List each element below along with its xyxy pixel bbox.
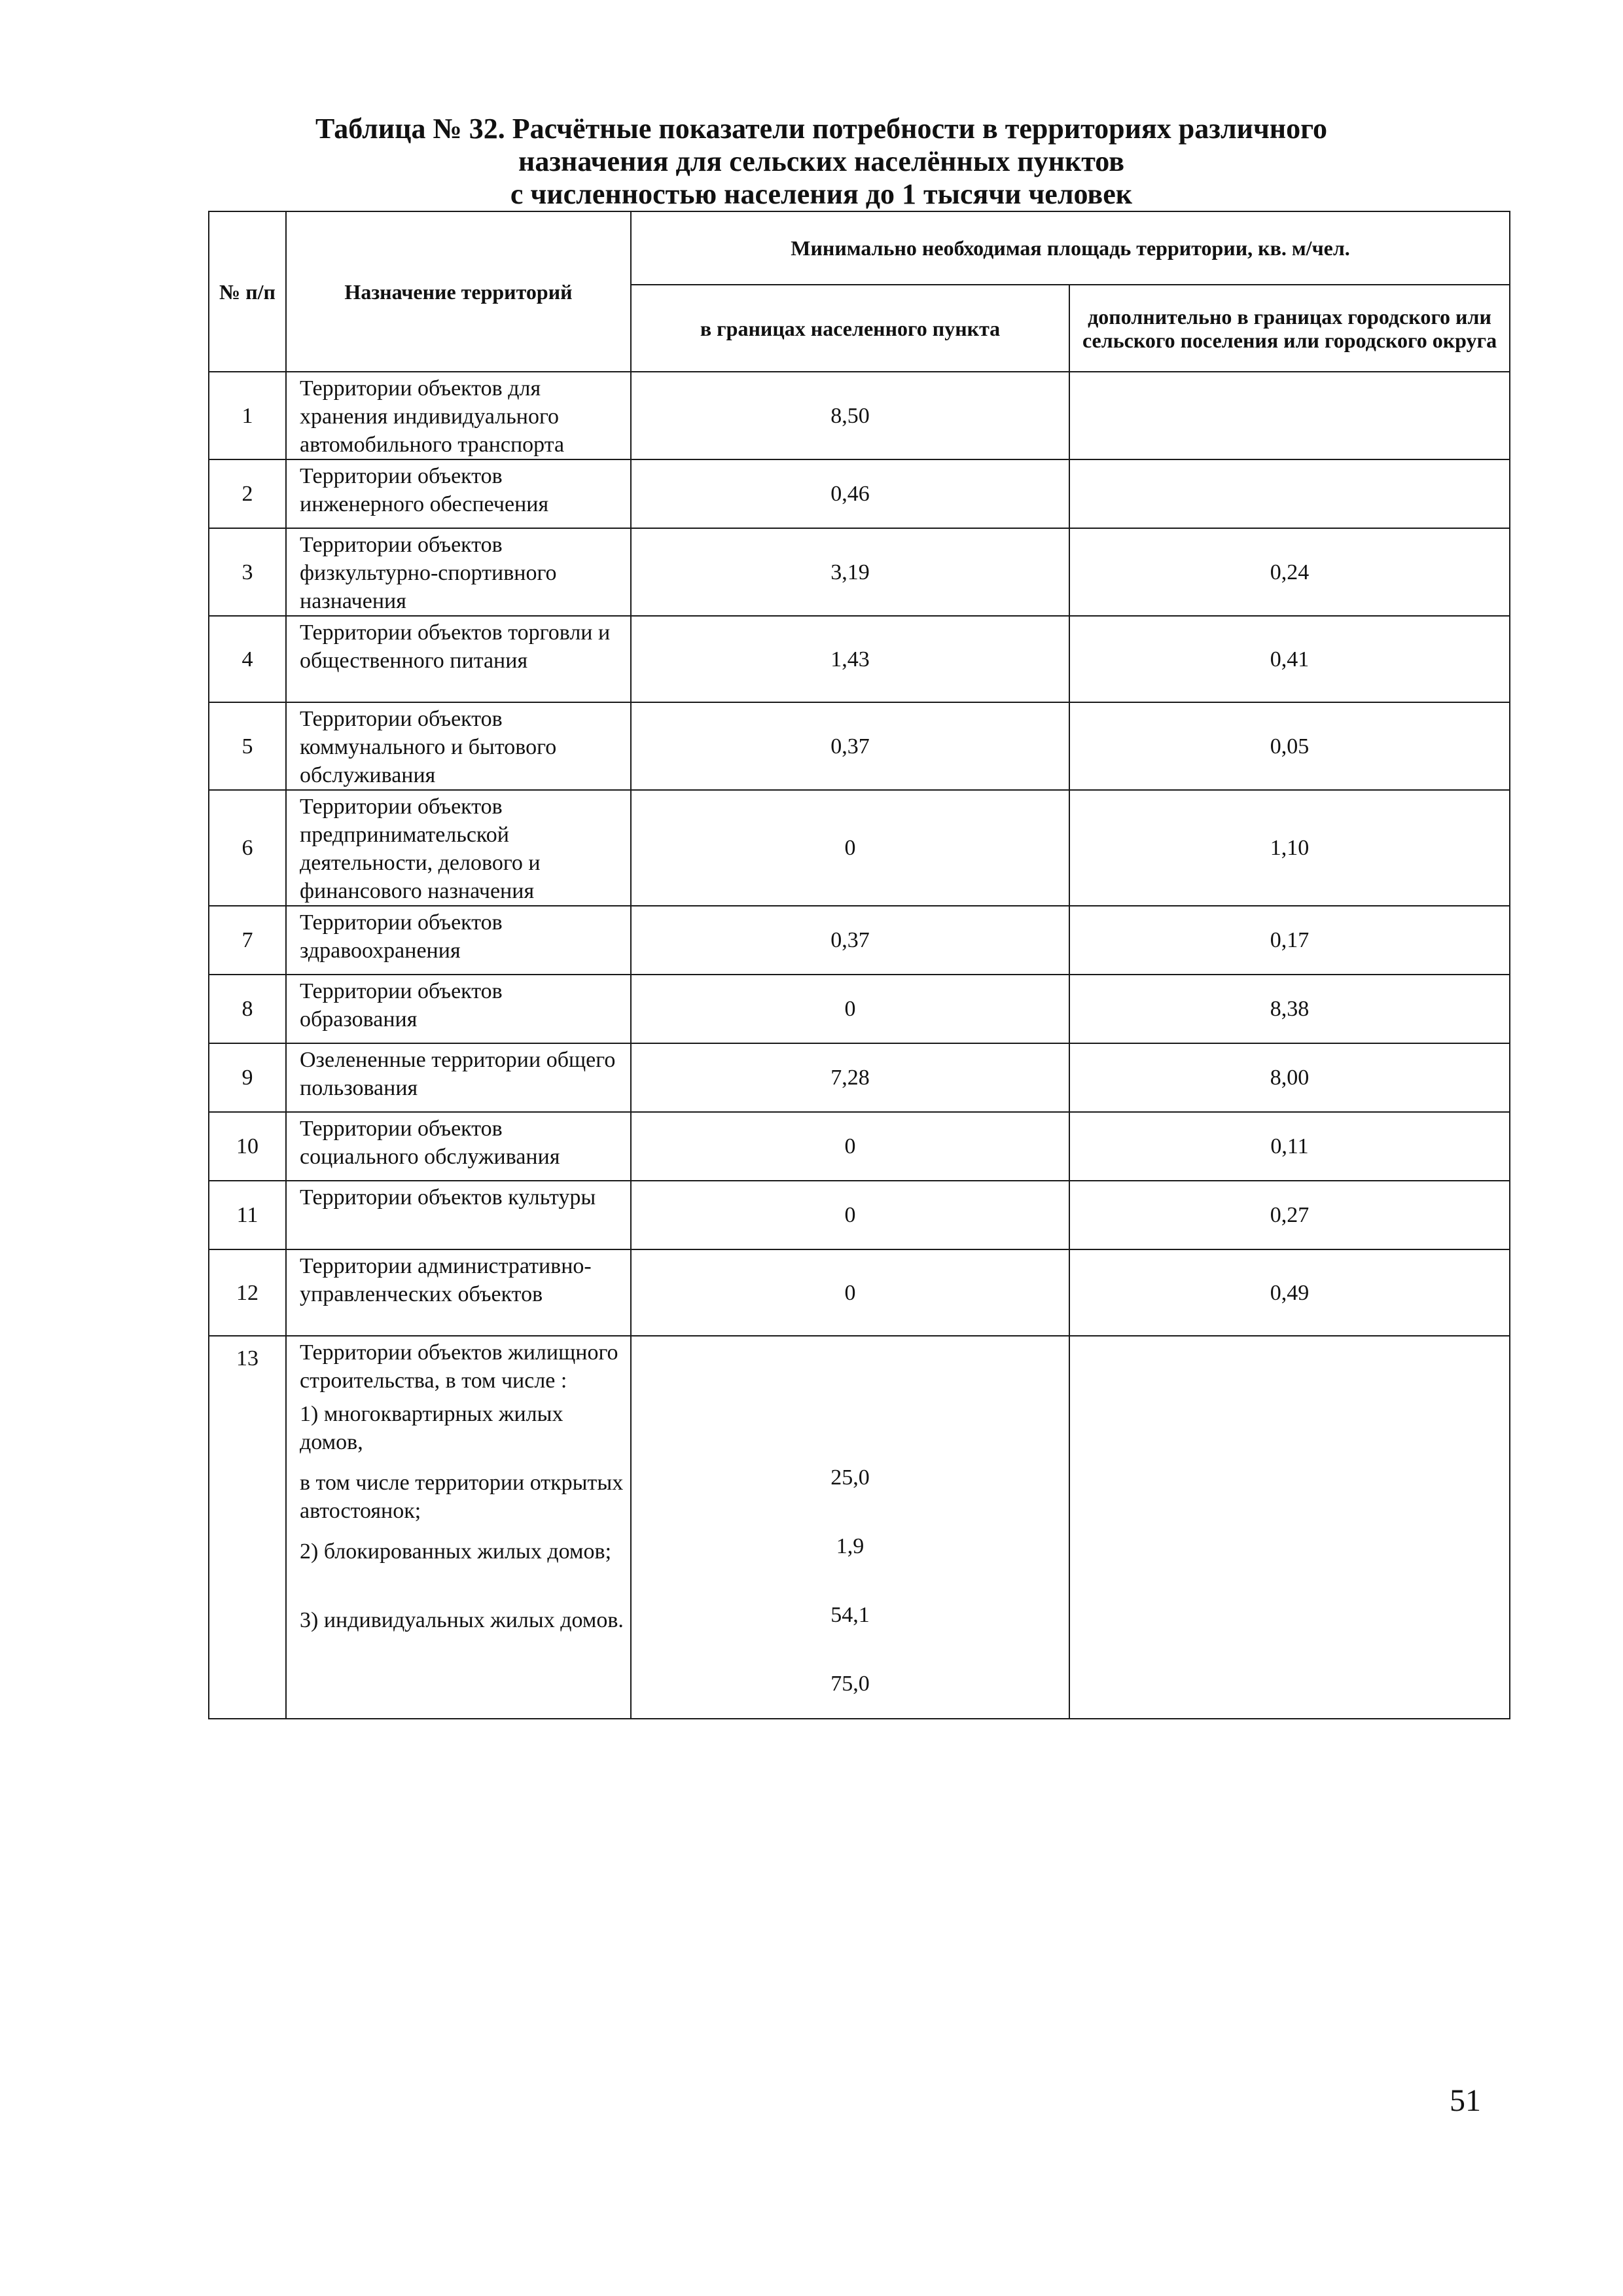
row-number: 12 <box>209 1249 286 1336</box>
territory-name-group <box>286 1336 631 1719</box>
value-additional: 8,00 <box>1069 1043 1510 1112</box>
value-additional: 0,11 <box>1069 1112 1510 1181</box>
title-line-2: назначения для сельских населённых пунктов <box>518 145 1124 177</box>
sub-item-name: 2) блокированных жилых домов; <box>300 1539 612 1564</box>
table-row <box>209 1181 1510 1249</box>
title-line-1: Таблица № 32. Расчётные показатели потребности в территориях различного <box>315 113 1328 145</box>
territory-name: Территории объектов образования <box>286 975 631 1043</box>
sub-item-name: 3) индивидуальных жилых домов. <box>300 1608 624 1632</box>
row-number: 9 <box>209 1043 286 1112</box>
value-additional: 0,24 <box>1069 528 1510 616</box>
values-within-group <box>631 1336 1069 1719</box>
value-within: 0 <box>631 975 1069 1043</box>
row-number: 3 <box>209 528 286 616</box>
table-row <box>209 459 1510 528</box>
value-additional: 0,05 <box>1069 702 1510 790</box>
table-row <box>209 1249 1510 1336</box>
value-additional <box>1069 459 1510 528</box>
row-number: 2 <box>209 459 286 528</box>
value-within: 7,28 <box>631 1043 1069 1112</box>
value-within: 1,43 <box>631 616 1069 702</box>
territory-name: Территории объектов предпринимательской деятельности, делового и финансового назначения <box>286 790 631 906</box>
header-purpose: Назначение территорий <box>286 211 631 372</box>
value-within: 0,46 <box>631 459 1069 528</box>
value-within: 3,19 <box>631 528 1069 616</box>
page-number: 51 <box>1450 2083 1481 2118</box>
table-row <box>209 790 1510 906</box>
value-additional: 0,17 <box>1069 906 1510 975</box>
value-additional <box>1069 1336 1510 1719</box>
territory-name: Территории объектов здравоохранения <box>286 906 631 975</box>
sub-item-name: в том числе территории открытых автостоянок; <box>300 1471 624 1523</box>
sub-item-value: 75,0 <box>830 1672 870 1696</box>
territory-name: Территории объектов социального обслуживания <box>286 1112 631 1181</box>
value-additional: 1,10 <box>1069 790 1510 906</box>
table-row <box>209 702 1510 790</box>
header-within: в границах населенного пункта <box>631 285 1069 372</box>
table-row <box>209 616 1510 702</box>
value-additional: 0,41 <box>1069 616 1510 702</box>
row-number: 6 <box>209 790 286 906</box>
value-within: 0,37 <box>631 702 1069 790</box>
territory-name: Территории объектов инженерного обеспечения <box>286 459 631 528</box>
table-row <box>209 528 1510 616</box>
title-line-3: с численностью населения до 1 тысячи человек <box>510 178 1133 210</box>
value-within: 0 <box>631 1112 1069 1181</box>
row-number: 10 <box>209 1112 286 1181</box>
row-number: 8 <box>209 975 286 1043</box>
row-number: 1 <box>209 372 286 459</box>
header-additional: дополнительно в границах городского или сельского поселения или городского округа <box>1069 285 1510 372</box>
header-min-area: Минимально необходимая площадь территории, кв. м/чел. <box>631 211 1510 285</box>
territory-name: Озелененные территории общего пользования <box>286 1043 631 1112</box>
sub-item-name: 1) многоквартирных жилых домов, <box>300 1402 563 1454</box>
territory-name: Территории объектов торговли и общественного питания <box>286 616 631 702</box>
header-num: № п/п <box>209 211 286 372</box>
territory-name: Территории административно-управленческих объектов <box>286 1249 631 1336</box>
sub-items <box>300 1395 624 1675</box>
row-number: 11 <box>209 1181 286 1249</box>
value-within: 0 <box>631 1181 1069 1249</box>
value-within: 0,37 <box>631 906 1069 975</box>
territory-name: Территории объектов физкультурно-спортивного назначения <box>286 528 631 616</box>
table-row <box>209 1336 1510 1719</box>
table-row <box>209 1043 1510 1112</box>
sub-item-value: 1,9 <box>836 1534 865 1558</box>
table-row <box>209 975 1510 1043</box>
value-within: 8,50 <box>631 372 1069 459</box>
territory-name: Территории объектов культуры <box>286 1181 631 1249</box>
table-row <box>209 1112 1510 1181</box>
sub-item-value: 54,1 <box>830 1603 870 1627</box>
value-within: 0 <box>631 790 1069 906</box>
value-additional <box>1069 372 1510 459</box>
row-number: 5 <box>209 702 286 790</box>
territory-name: Территории объектов для хранения индивидуального автомобильного транспорта <box>286 372 631 459</box>
value-additional: 8,38 <box>1069 975 1510 1043</box>
row-number: 4 <box>209 616 286 702</box>
table-title <box>196 113 1446 211</box>
row-number: 7 <box>209 906 286 975</box>
row-number: 13 <box>209 1336 286 1719</box>
table-row <box>209 372 1510 459</box>
indicators-table <box>208 211 1510 1719</box>
territory-name: Территории объектов коммунального и бытового обслуживания <box>286 702 631 790</box>
value-additional: 0,27 <box>1069 1181 1510 1249</box>
value-additional: 0,49 <box>1069 1249 1510 1336</box>
table-row <box>209 906 1510 975</box>
sub-item-value: 25,0 <box>830 1465 870 1490</box>
value-within: 0 <box>631 1249 1069 1336</box>
territory-name: Территории объектов жилищного строительства, в том числе : <box>300 1340 618 1393</box>
